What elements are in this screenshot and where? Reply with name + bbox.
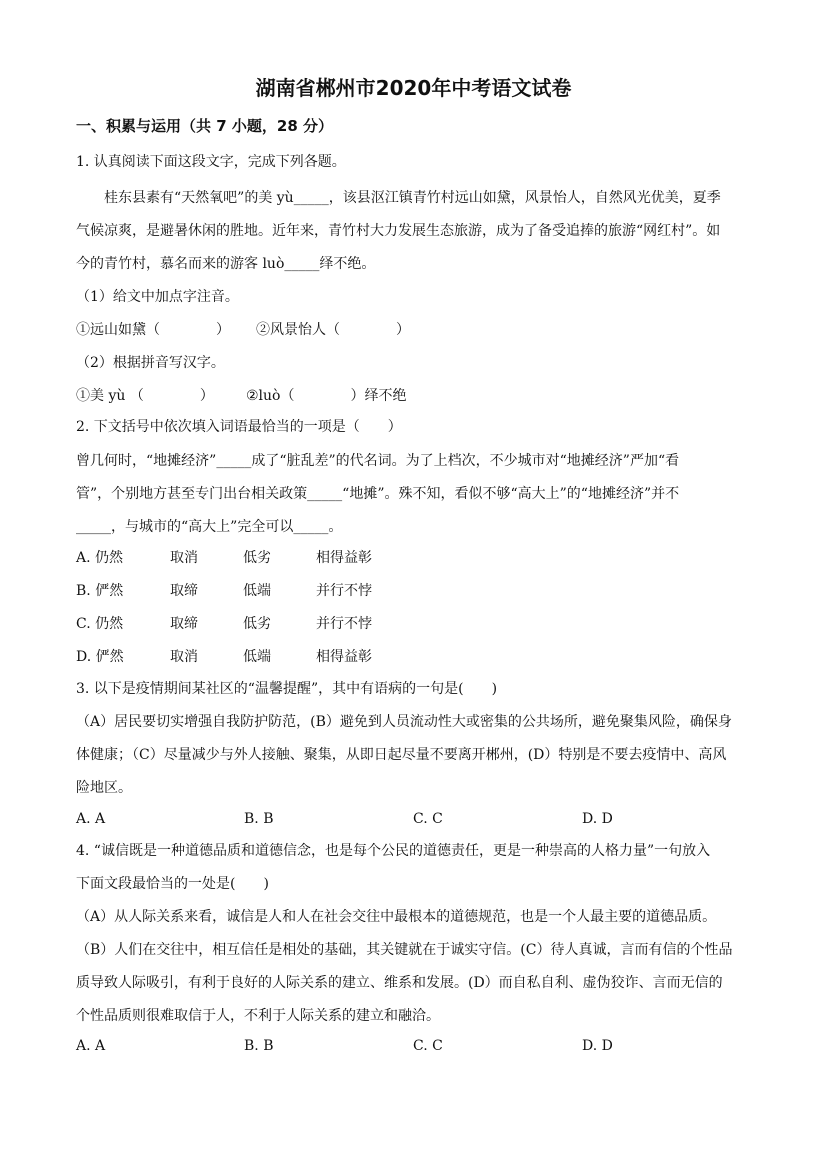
- question-4-option-c: C. C: [413, 1038, 443, 1054]
- question-1-sub1-a: ①远山如黛（ ）: [76, 322, 230, 338]
- question-4-stem-line: 下面文段最恰当的一处是( ): [76, 876, 269, 892]
- section-heading: 一、积累与运用（共 7 小题，28 分）: [76, 117, 333, 135]
- question-2-passage-line: 曾几何时，“地摊经济”_____成了“脏乱差”的代名词。为了上档次，不少城市对“地摊经济”严加“看: [76, 453, 680, 469]
- question-1-sub1: （1）给文中加点字注音。: [76, 289, 239, 305]
- question-3-passage-line: （A）居民要切实增强自我防护防范，(B）避免到人员流动性大或密集的公共场所，避免聚集风险，确保身: [76, 714, 732, 730]
- question-2-option-d-word-1: D. 俨然: [76, 649, 124, 665]
- question-2-passage-line: 管”，个别地方甚至专门出台相关政策_____“地摊”。殊不知，看似不够“高大上”的“地摊经济”并不: [76, 486, 680, 502]
- question-2-option-a-word-2: 取消: [170, 550, 198, 566]
- question-2-option-c-word-2: 取缔: [170, 616, 198, 632]
- question-1-sub1-b: ②风景怡人（ ）: [256, 322, 410, 338]
- question-2-option-c-word-4: 并行不悖: [316, 616, 372, 632]
- question-2-passage-line: _____，与城市的“高大上”完全可以_____。: [76, 519, 343, 535]
- question-1-passage-line: 桂东县素有“天然氧吧”的美 yù_____，该县沤江镇青竹村远山如黛，风景怡人，自然风光优美，夏季: [104, 190, 721, 206]
- question-3-passage-line: 体健康；（C）尽量减少与外人接触、聚集，从即日起尽量不要离开郴州，(D）特别是不要去疫情中、高风: [76, 747, 727, 763]
- question-2-option-c-word-3: 低劣: [243, 616, 271, 632]
- question-1-passage-line: 今的青竹村，慕名而来的游客 luò_____绎不绝。: [76, 256, 376, 272]
- question-2-option-d-word-3: 低端: [243, 649, 271, 665]
- question-2-option-c-word-1: C. 仍然: [76, 616, 124, 632]
- question-3-option-d: D. D: [582, 811, 613, 827]
- question-2-option-a-word-1: A. 仍然: [76, 550, 124, 566]
- question-2-option-d-word-4: 相得益彰: [316, 649, 372, 665]
- question-2-option-d-word-2: 取消: [170, 649, 198, 665]
- question-4-passage-line: （B）人们在交往中，相互信任是相处的基础，其关键就在于诚实守信。(C）待人真诚，言而有信的个性品: [76, 942, 733, 958]
- question-1-stem: 1. 认真阅读下面这段文字，完成下列各题。: [76, 154, 346, 170]
- question-4-passage-line: 个性品质则很难取信于人，不利于人际关系的建立和融洽。: [76, 1008, 440, 1024]
- question-4-stem-line: 4. “诚信既是一种道德品质和道德信念，也是每个公民的道德责任，更是一种崇高的人格力量”一句放入: [76, 843, 711, 859]
- question-4-passage-line: 质导致人际吸引，有利于良好的人际关系的建立、维系和发展。(D）而自私自利、虚伪狡诈、言而无信的: [76, 975, 723, 991]
- question-2-option-b-word-1: B. 俨然: [76, 583, 124, 599]
- question-2-option-b-word-2: 取缔: [170, 583, 198, 599]
- question-2-stem: 2. 下文括号中依次填入词语最恰当的一项是（ ）: [76, 419, 402, 435]
- question-4-passage-line: （A）从人际关系来看，诚信是人和人在社会交往中最根本的道德规范，也是一个人最主要的道德品质。: [76, 909, 717, 925]
- question-2-option-b-word-3: 低端: [243, 583, 271, 599]
- question-3-option-b: B. B: [244, 811, 274, 827]
- question-1-passage-line: 气候凉爽，是避暑休闲的胜地。近年来，青竹村大力发展生态旅游，成为了备受追捧的旅游“网红村”。如: [76, 223, 721, 239]
- question-3-stem: 3. 以下是疫情期间某社区的“温馨提醒”，其中有语病的一句是( ): [76, 681, 498, 697]
- question-3-option-c: C. C: [413, 811, 443, 827]
- question-1-sub2-a: ①美 yù （ ）: [76, 388, 214, 404]
- page-title: 湖南省郴州市2020年中考语文试卷: [255, 76, 572, 100]
- question-1-sub2: （2）根据拼音写汉字。: [76, 355, 225, 371]
- question-2-option-a-word-3: 低劣: [243, 550, 271, 566]
- question-3-passage-line: 险地区。: [76, 780, 132, 796]
- question-4-option-d: D. D: [582, 1038, 613, 1054]
- question-4-option-a: A. A: [76, 1038, 106, 1054]
- question-1-sub2-b: ②luò（ ）绎不绝: [246, 388, 407, 404]
- question-2-option-b-word-4: 并行不悖: [316, 583, 372, 599]
- question-2-option-a-word-4: 相得益彰: [316, 550, 372, 566]
- question-3-option-a: A. A: [76, 811, 106, 827]
- question-4-option-b: B. B: [244, 1038, 274, 1054]
